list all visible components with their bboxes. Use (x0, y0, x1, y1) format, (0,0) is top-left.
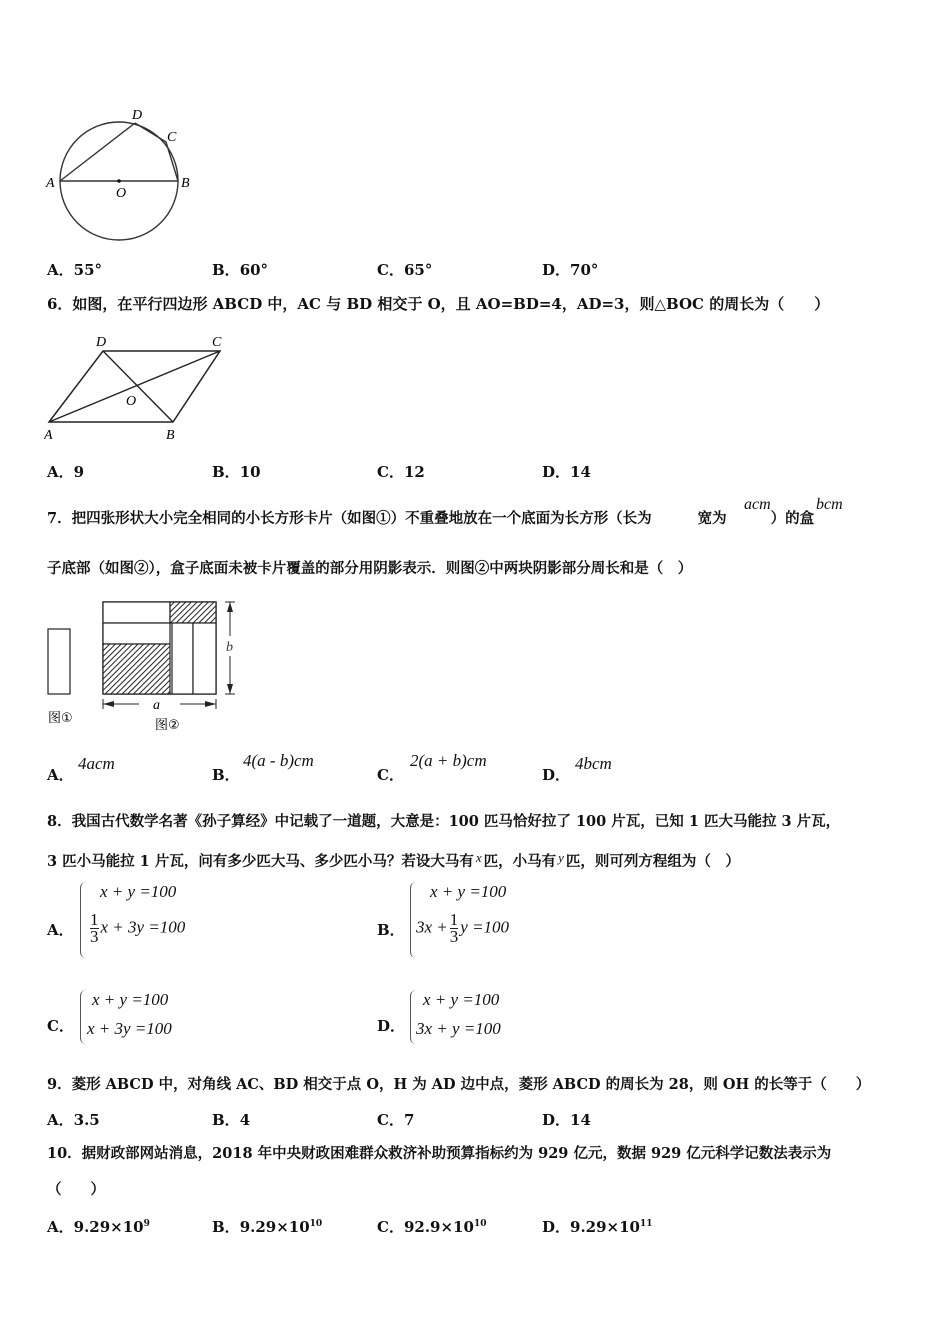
q10-option-d: D．$9.29\times 10^{11}$ (542, 1218, 653, 1236)
q8-option-b-system: x + y =100 3x + $\frac{1}{3}$ y =100 (410, 882, 610, 960)
q5-option-c: C．65° (377, 261, 433, 279)
svg-text:C: C (212, 335, 222, 350)
q7-width-expr: bcm (816, 496, 843, 513)
svg-text:A: A (44, 428, 53, 443)
q7-option-d: D． (542, 766, 571, 784)
q6-option-c: C．12 (377, 463, 425, 481)
q6-option-a: A．9 (47, 463, 85, 481)
q8-stem-line2: 3 匹小马能拉 1 片瓦，问有多少匹大马、多少匹小马？若设大马有 x 匹，小马有 y 匹，则可列方程组为（ ） (47, 850, 740, 870)
svg-text:B: B (181, 176, 190, 191)
q6-option-b: B．10 (212, 463, 261, 481)
q6-parallelogram-figure (44, 330, 234, 445)
q9-option-c: C．7 (377, 1111, 415, 1129)
q7-option-c-expr: 2(a + b)cm (410, 751, 487, 770)
svg-text:O: O (126, 394, 137, 409)
q7-option-a: A． (47, 766, 74, 784)
q10-stem-line1: 10．据财政部网站消息，2018 年中央财政困难群众救济补助预算指标约为 929 亿元，数据 929 亿元科学记数法表示为 (47, 1145, 832, 1162)
q7-cards-figure (44, 596, 244, 736)
q5-option-a: A．55° (47, 261, 103, 279)
svg-text:B: B (166, 428, 175, 443)
q10-stem-line2: （ ） (47, 1181, 105, 1198)
q7-option-b: B． (212, 766, 240, 784)
q8-option-a-system: x + y =100 $\frac{1}{3}$ x + 3y =100 (80, 882, 280, 960)
q7-option-d-expr: 4bcm (575, 754, 612, 773)
q10-option-c: C．$92.9\times 10^{10}$ (377, 1218, 487, 1236)
q10-option-a: A．$9.29\times 10^9$ (47, 1218, 150, 1236)
q7-stem-line2: 子底部（如图②），盒子底面未被卡片覆盖的部分用阴影表示．则图②中两块阴影部分周长和是（ ） (47, 560, 693, 577)
q9-stem: 9．菱形 ABCD 中，对角线 AC、BD 相交于点 O，H 为 AD 边中点，菱形 ABCD 的周长为 28，则 OH 的长等于（ ） (47, 1076, 871, 1093)
q7-option-b-expr: 4(a - b)cm (243, 751, 314, 770)
q9-option-d: D．14 (542, 1111, 591, 1129)
svg-text:图②: 图② (155, 718, 180, 733)
q8-option-a: A． (47, 921, 74, 939)
q8-option-c-system: x + y =100 x + 3y =100 (80, 990, 280, 1046)
q6-stem: 6．如图，在平行四边形 ABCD 中，AC 与 BD 相交于 O，且 AO=BD=4，AD=3，则△BOC 的周长为（ ） (47, 295, 830, 313)
svg-text:C: C (167, 130, 177, 145)
q10-option-b: B．$9.29\times 10^{10}$ (212, 1218, 323, 1236)
q7-length-expr: acm (744, 496, 771, 513)
q9-option-b: B．4 (212, 1111, 251, 1129)
q7-stem-line1: 7．把四张形状大小完全相同的小长方形卡片（如图①）不重叠地放在一个底面为长方形（长为 宽为 ）的盒 (47, 510, 815, 527)
q8-option-c: C． (47, 1017, 74, 1035)
q5-option-d: D．70° (542, 261, 599, 279)
q9-option-a: A．3.5 (47, 1111, 100, 1129)
q8-option-d-system: x + y =100 3x + y =100 (410, 990, 610, 1046)
q8-stem-line1: 8．我国古代数学名著《孙子算经》中记载了一道题，大意是：100 匹马恰好拉了 100 片瓦，已知 1 匹大马能拉 3 片瓦， (47, 813, 841, 830)
svg-text:O: O (116, 186, 127, 201)
q7-option-c: C． (377, 766, 404, 784)
svg-text:a: a (153, 698, 160, 713)
svg-text:D: D (132, 108, 143, 123)
q7-option-a-expr: 4acm (78, 754, 115, 773)
q5-option-b: B．60° (212, 261, 269, 279)
q8-option-d: D． (377, 1017, 406, 1035)
svg-text:b: b (226, 640, 233, 655)
label-A: A (46, 176, 55, 191)
svg-text:D: D (96, 335, 107, 350)
q6-option-d: D．14 (542, 463, 591, 481)
q8-option-b: B． (377, 921, 405, 939)
svg-text:图①: 图① (48, 711, 73, 726)
q5-circle-figure (44, 105, 194, 245)
